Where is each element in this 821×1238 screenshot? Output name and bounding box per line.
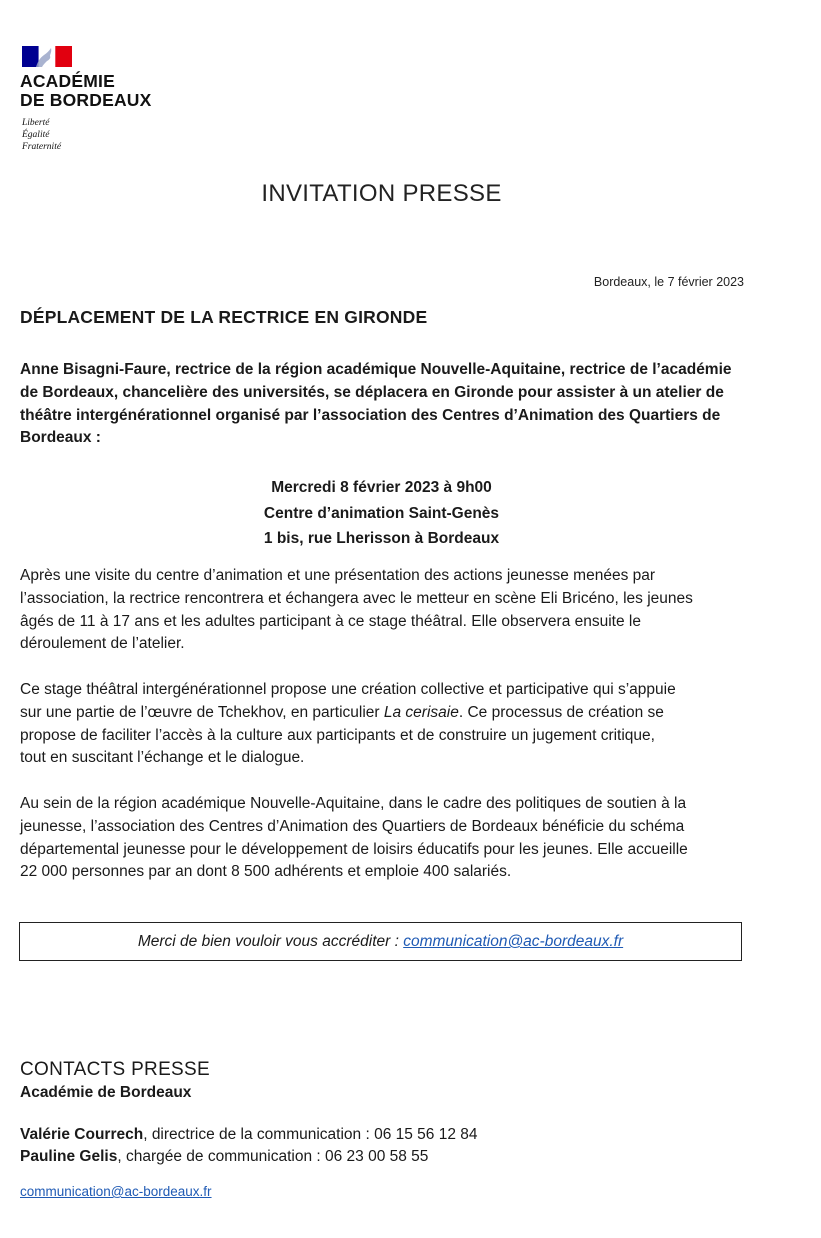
text-line: Après une visite du centre d’animation et une présentation des actions jeunesse menées par	[20, 567, 656, 584]
text-line: de Bordeaux, chancelière des universités, se déplacera en Gironde pour assister à un atelier de	[20, 383, 724, 401]
text-line: Ce stage théâtral intergénérationnel propose une création collective et participative qui s’appuie	[20, 681, 676, 698]
play-title: La cerisaie	[383, 703, 459, 721]
headline: DÉPLACEMENT DE LA RECTRICE EN GIRONDE	[20, 307, 428, 327]
contact-role: , chargée de communication : 06 23 00 58 55	[117, 1148, 429, 1165]
contact-person	[20, 1146, 428, 1168]
accreditation-box	[19, 922, 742, 961]
motto-egalite: Égalité	[22, 130, 50, 140]
dateline: Bordeaux, le 7 février 2023	[593, 275, 744, 289]
intro-paragraph	[20, 359, 745, 450]
paragraph-stage	[20, 679, 745, 770]
contacts-organization: Académie de Bordeaux	[20, 1084, 192, 1101]
contact-role: , directrice de la communication : 06 15 56 12 84	[143, 1126, 478, 1143]
text-line: âgés de 11 à 17 ans et les adultes participant à ce stage théâtral. Elle observera ensuite le	[20, 612, 641, 630]
text-line: Anne Bisagni-Faure, rectrice de la région académique Nouvelle-Aquitaine, rectrice de l’académie	[20, 361, 732, 378]
text-line: jeunesse, l’association des Centres d’Animation des Quartiers de Bordeaux bénéficie du schéma	[20, 817, 685, 835]
institution-name-line2: DE BORDEAUX	[20, 90, 152, 110]
contacts-email-link[interactable]: communication@ac-bordeaux.fr	[20, 1184, 212, 1199]
contacts-heading: CONTACTS PRESSE	[20, 1059, 210, 1080]
event-address: 1 bis, rue Lherisson à Bordeaux	[263, 530, 500, 547]
text-line: théâtre intergénérationnel organisé par l’association des Centres d’Animation des Quartiers de	[20, 406, 721, 424]
text-line: tout en suscitant l’échange et le dialogue.	[20, 749, 305, 767]
motto-fraternite: Fraternité	[22, 142, 62, 152]
flag-red-band	[55, 46, 72, 67]
event-place: Centre d’animation Saint-Genès	[263, 504, 500, 522]
text-span: . Ce processus de création se	[458, 703, 664, 721]
text-line: départemental jeunesse pour le développement de loisirs éducatifs pour les jeunes. Elle accueille	[20, 840, 688, 858]
paragraph-visit	[20, 565, 745, 656]
text-line: 22 000 personnes par an dont 8 500 adhérents et emploie 400 salariés.	[20, 863, 512, 881]
text-line: l’association, la rectrice rencontrera et échangera avec le metteur en scène Eli Bricéno, les jeunes	[20, 589, 693, 607]
institution-name-line1: ACADÉMIE	[20, 71, 115, 91]
paragraph-association	[20, 793, 745, 884]
text-span: sur une partie de l’œuvre de Tchekhov, en particulier	[20, 703, 384, 721]
event-details	[0, 475, 763, 552]
accreditation-email-link[interactable]: communication@ac-bordeaux.fr	[403, 933, 624, 950]
text-line	[20, 702, 745, 725]
republique-francaise-logo	[22, 46, 72, 67]
document-title: INVITATION PRESSE	[261, 180, 502, 207]
contact-person	[20, 1124, 478, 1146]
text-line: Au sein de la région académique Nouvelle-Aquitaine, dans le cadre des politiques de soutien à la	[20, 795, 687, 812]
contact-name: Valérie Courrech	[20, 1126, 144, 1143]
motto-liberte: Liberté	[22, 118, 50, 128]
contact-name: Pauline Gelis	[20, 1148, 118, 1165]
text-line: déroulement de l’atelier.	[20, 635, 185, 653]
flag-blue-band	[22, 46, 39, 67]
accreditation-text: Merci de bien vouloir vous accréditer :	[137, 933, 404, 950]
text-line: propose de faciliter l’accès à la culture aux participants et de construire un jugement critique,	[20, 726, 655, 744]
event-date: Mercredi 8 février 2023 à 9h00	[271, 479, 492, 496]
text-line: Bordeaux :	[20, 429, 101, 447]
